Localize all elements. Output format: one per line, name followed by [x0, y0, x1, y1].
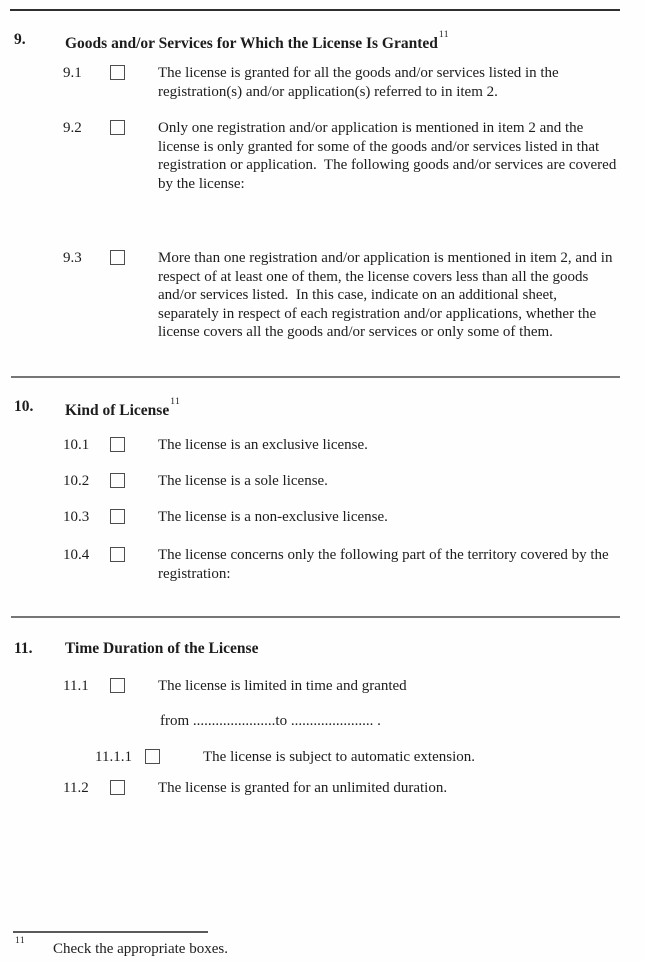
footnote-ref: 11: [438, 30, 450, 40]
item-number: 9.1: [63, 65, 82, 81]
item-number: 11.1.1: [95, 749, 132, 765]
footnote-text: Check the appropriate boxes.: [53, 941, 228, 957]
item-number: 11.2: [63, 780, 89, 796]
section-title-text: Goods and/or Services for Which the License Is Granted: [65, 35, 438, 53]
section-title: [65, 398, 180, 420]
section-number: 11.: [14, 640, 33, 657]
item-text: The license is granted for all the goods and/or services listed in the registration(s) and/or application(s) referred to in item 2.: [158, 65, 563, 100]
item-number: 9.2: [63, 120, 82, 136]
item-11-1: [63, 677, 618, 696]
checkbox-11-2[interactable]: [110, 780, 125, 795]
item-text: Only one registration and/or application is mentioned in item 2 and the license is only granted for some of the goods and/or services listed in that registration or application. The following goods and/or services are covered by the license:: [158, 120, 621, 192]
item-10-4: [63, 546, 618, 583]
item-text: The license is a sole license.: [158, 473, 328, 489]
item-number: 10.3: [63, 509, 90, 525]
checkbox-11-1[interactable]: [110, 678, 125, 693]
item-text: The license is limited in time and granted: [158, 678, 407, 694]
item-number: 9.3: [63, 250, 82, 266]
page-top-rule: [10, 9, 620, 11]
section-title-text: Time Duration of the License: [65, 640, 259, 657]
item-text: More than one registration and/or application is mentioned in item 2, and in respect of at least one of them, the license covers less than all the goods and/or services listed. In this case, indicate on an additional sheet, separately in respect of each registration and/or applications, whether the license covers all the goods and/or services or only some of them.: [158, 250, 617, 340]
item-text: The license is a non-exclusive license.: [158, 509, 388, 525]
section-number: 10.: [14, 398, 34, 415]
footnote-marker: 11: [15, 936, 26, 946]
item-text: The license is an exclusive license.: [158, 437, 368, 453]
checkbox-10-3[interactable]: [110, 509, 125, 524]
checkbox-11-1-1[interactable]: [145, 749, 160, 764]
item-number: 11.1: [63, 678, 89, 694]
section-divider: [11, 376, 620, 378]
item-number: 10.2: [63, 473, 90, 489]
item-9-2: [63, 119, 621, 193]
item-9-1: [63, 64, 618, 101]
item-10-2: [63, 472, 618, 491]
checkbox-10-1[interactable]: [110, 437, 125, 452]
item-9-3: [63, 249, 618, 342]
footnote-ref: 11: [170, 397, 181, 407]
item-11-1-1: [95, 748, 615, 767]
section-title: [65, 31, 449, 53]
item-10-3: [63, 508, 618, 527]
section-divider: [11, 616, 620, 618]
section-title-text: Kind of License: [65, 402, 170, 420]
date-range-line: from ......................to ...................... .: [160, 713, 381, 729]
checkbox-9-3[interactable]: [110, 250, 125, 265]
checkbox-9-1[interactable]: [110, 65, 125, 80]
item-10-1: [63, 436, 618, 455]
section-number: 9.: [14, 31, 26, 48]
checkbox-10-4[interactable]: [110, 547, 125, 562]
checkbox-10-2[interactable]: [110, 473, 125, 488]
item-11-2: [63, 779, 618, 798]
item-number: 10.1: [63, 437, 90, 453]
item-number: 10.4: [63, 547, 90, 563]
checkbox-9-2[interactable]: [110, 120, 125, 135]
section-title: [65, 640, 258, 658]
item-text: The license is granted for an unlimited duration.: [158, 780, 448, 796]
footnote-rule: [13, 931, 208, 933]
item-text: The license is subject to automatic extension.: [203, 749, 476, 765]
item-text: The license concerns only the following part of the territory covered by the registration:: [158, 547, 613, 582]
